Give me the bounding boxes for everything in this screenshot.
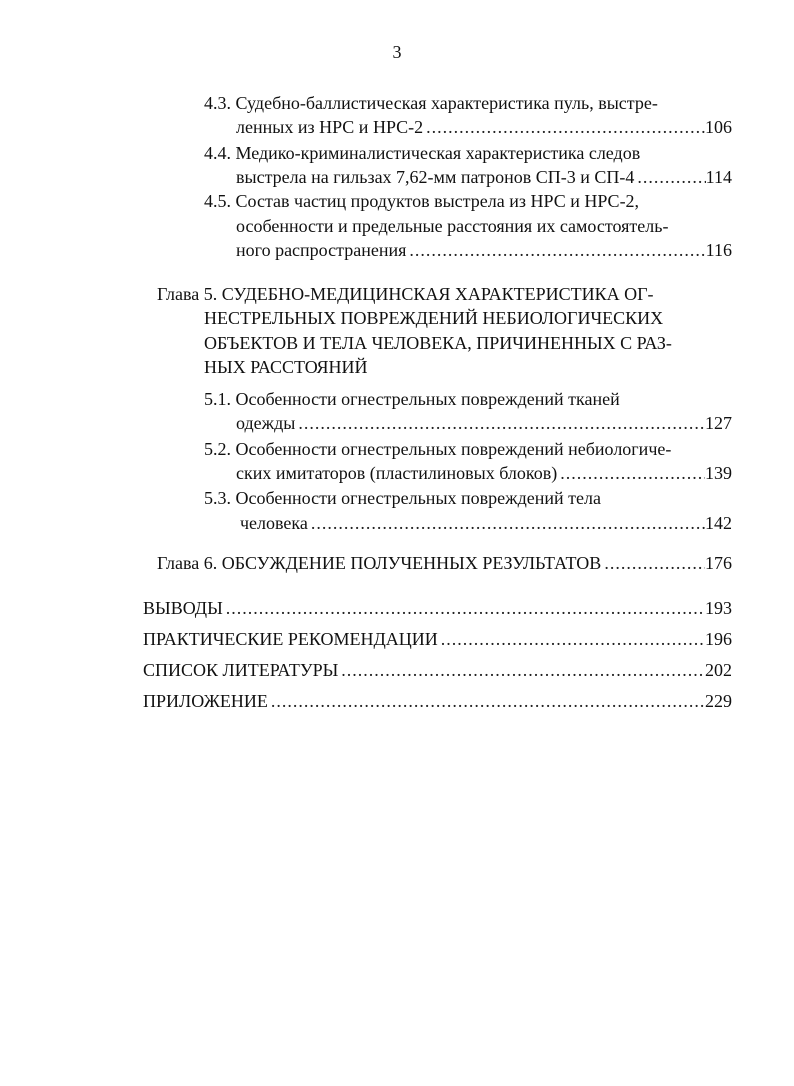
toc-entry-4-3[interactable]	[236, 115, 732, 139]
toc-4-4-page: 114	[705, 167, 732, 187]
toc-entry-5-1[interactable]	[236, 411, 732, 435]
toc-entry-conclusions[interactable]	[143, 596, 732, 620]
toc-4-3-line2: ленных из НРС и НРС-2	[236, 117, 424, 137]
toc-entry-4-4[interactable]	[236, 165, 732, 189]
dot-leader	[601, 551, 705, 575]
toc-4-4-line1: 4.4. Медико-криминалистическая характеристика следов	[204, 143, 641, 163]
toc-4-5-line3: ного распространения	[236, 240, 407, 260]
toc-appendix-page: 229	[705, 691, 732, 711]
toc-entry-4-5[interactable]	[236, 238, 732, 262]
toc-5-2-line1: 5.2. Особенности огнестрельных повреждений небиологиче-	[204, 439, 672, 459]
dot-leader	[295, 411, 705, 435]
toc-ch5-line3: ОБЪЕКТОВ И ТЕЛА ЧЕЛОВЕКА, ПРИЧИНЕННЫХ С РАЗ-	[204, 333, 672, 353]
toc-5-1-line1: 5.1. Особенности огнестрельных повреждений тканей	[204, 389, 620, 409]
toc-5-1-page: 127	[705, 413, 732, 433]
toc-recommendations-page: 196	[705, 629, 732, 649]
toc-4-4-line2: выстрела на гильзах 7,62-мм патронов СП-3 и СП-4	[236, 167, 635, 187]
toc-ch5-line2: НЕСТРЕЛЬНЫХ ПОВРЕЖДЕНИЙ НЕБИОЛОГИЧЕСКИХ	[204, 308, 664, 328]
dot-leader	[438, 627, 705, 651]
toc-appendix-title: ПРИЛОЖЕНИЕ	[143, 691, 268, 711]
toc-entry-recommendations[interactable]	[143, 627, 732, 651]
dot-leader	[557, 461, 705, 485]
toc-4-3-line1: 4.3. Судебно-баллистическая характеристика пуль, выстре-	[204, 93, 658, 113]
toc-entry-references[interactable]	[143, 658, 732, 682]
toc-5-2-line2: ских имитаторов (пластилиновых блоков)	[236, 463, 558, 483]
toc-5-3-page: 142	[705, 513, 732, 533]
page-number: 3	[392, 42, 402, 62]
toc-4-5-line1: 4.5. Состав частиц продуктов выстрела из НРС и НРС-2,	[204, 191, 640, 211]
dot-leader	[406, 238, 705, 262]
toc-5-1-line2: одежды	[236, 413, 296, 433]
toc-entry-ch6[interactable]	[157, 551, 732, 575]
toc-ch6-page: 176	[705, 553, 732, 573]
toc-conclusions-page: 193	[705, 598, 732, 618]
toc-references-title: СПИСОК ЛИТЕРАТУРЫ	[143, 660, 339, 680]
toc-entry-5-3[interactable]	[240, 511, 732, 535]
toc-ch5-line1[interactable]: Глава 5. СУДЕБНО-МЕДИЦИНСКАЯ ХАРАКТЕРИСТИКА ОГ-	[157, 284, 654, 304]
toc-5-3-line1: 5.3. Особенности огнестрельных повреждений тела	[204, 488, 601, 508]
toc-recommendations-title: ПРАКТИЧЕСКИЕ РЕКОМЕНДАЦИИ	[143, 629, 438, 649]
toc-5-3-line2: человека	[240, 513, 308, 533]
toc-entry-appendix[interactable]	[143, 689, 732, 713]
dot-leader	[338, 658, 705, 682]
toc-4-5-page: 116	[705, 240, 732, 260]
toc-ch5-line4: НЫХ РАССТОЯНИЙ	[204, 357, 368, 377]
toc-ch6-title: Глава 6. ОБСУЖДЕНИЕ ПОЛУЧЕННЫХ РЕЗУЛЬТАТОВ	[157, 553, 602, 573]
toc-4-5-line2: особенности и предельные расстояния их самостоятель-	[236, 216, 669, 236]
dot-leader	[268, 689, 705, 713]
toc-references-page: 202	[705, 660, 732, 680]
dot-leader	[223, 596, 705, 620]
toc-5-2-page: 139	[705, 463, 732, 483]
dot-leader	[308, 511, 705, 535]
toc-entry-5-2[interactable]	[236, 461, 732, 485]
dot-leader	[634, 165, 705, 189]
toc-conclusions-title: ВЫВОДЫ	[143, 598, 223, 618]
toc-4-3-page: 106	[705, 117, 732, 137]
dot-leader	[423, 115, 705, 139]
